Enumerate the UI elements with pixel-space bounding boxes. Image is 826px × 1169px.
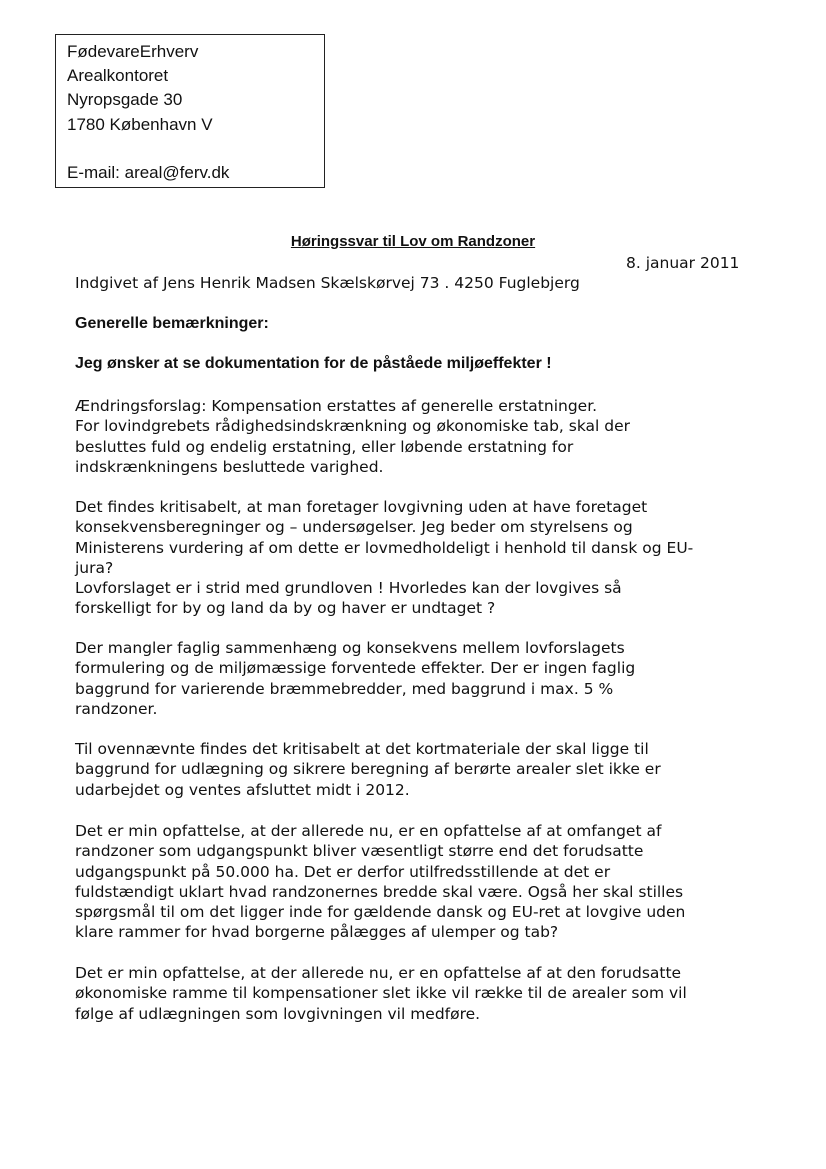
paragraph-line: baggrund for udlægning og sikrere beregning af berørte arealer slet ikke er (75, 760, 661, 779)
recipient-address-box (55, 34, 325, 188)
address-line-city: 1780 København V (67, 114, 213, 134)
paragraph-line: udarbejdet og ventes afsluttet midt i 2012. (75, 780, 410, 799)
paragraph-line: Ændringsforslag: Kompensation erstattes af generelle erstatninger. (75, 397, 598, 415)
general-remarks-heading: Generelle bemærkninger: (75, 315, 269, 332)
paragraph-line: besluttes fuld og endelig erstatning, eller løbende erstatning for (75, 437, 574, 456)
address-email: E-mail: areal@ferv.dk (67, 162, 230, 182)
paragraph-line: følge af udlægningen som lovgivningen vil medføre. (75, 1004, 481, 1023)
address-spacer (67, 137, 324, 161)
document-title (0, 233, 826, 250)
paragraph-line: jura? (75, 558, 114, 577)
paragraph-line: Der mangler faglig sammenhæng og konsekvens mellem lovforslagets (75, 639, 625, 657)
paragraph-line: Det er min opfattelse, at der allerede nu, er en opfattelse af at den forudsatte (75, 964, 682, 982)
paragraph-line: randzoner. (75, 699, 158, 718)
paragraph-line: klare rammer for hvad borgerne pålægges af ulemper og tab? (75, 923, 559, 942)
paragraph-line: økonomiske ramme til kompensationer slet ikke vil række til de arealer som vil (75, 984, 687, 1003)
paragraph-amendment (75, 396, 775, 477)
paragraph-line: fuldstændigt uklart hvad randzonernes bredde skal være. Også her skal stilles (75, 882, 684, 901)
address-line-org: FødevareErhverv (67, 42, 199, 61)
address-line-street: Nyropsgade 30 (67, 90, 183, 110)
paragraph-map-material (75, 739, 775, 800)
paragraph-line: formulering og de miljømæssige forventede effekter. Der er ingen faglig (75, 659, 636, 678)
paragraph-line: Det findes kritisabelt, at man foretager lovgivning uden at have foretaget (75, 498, 648, 516)
document-date: 8. januar 2011 (626, 254, 740, 272)
submitted-by: Indgivet af Jens Henrik Madsen Skælskørvej 73 . 4250 Fuglebjerg (75, 274, 580, 292)
paragraph-line: indskrænkningens besluttede varighed. (75, 457, 384, 476)
paragraph-line: For lovindgrebets rådighedsindskrænkning og økonomiske tab, skal der (75, 417, 631, 436)
paragraph-compensation-budget (75, 963, 775, 1024)
address-line-office: Arealkontoret (67, 66, 169, 86)
paragraph-line: Ministerens vurdering af om dette er lovmedholdeligt i henhold til dansk og EU- (75, 538, 694, 557)
paragraph-line: Til ovennævnte findes det kritisabelt at det kortmateriale der skal ligge til (75, 740, 649, 758)
paragraph-line: konsekvensberegninger og – undersøgelser. Jeg beder om styrelsens og (75, 518, 633, 537)
documentation-demand-heading: Jeg ønsker at se dokumentation for de påståede miljøeffekter ! (75, 355, 552, 372)
paragraph-zone-extent (75, 821, 775, 943)
paragraph-line: randzoner som udgangspunkt bliver væsentligt større end det forudsatte (75, 842, 644, 861)
paragraph-line: baggrund for varierende bræmmebredder, med baggrund i max. 5 % (75, 679, 614, 698)
paragraph-line: forskelligt for by og land da by og haver er undtaget ? (75, 599, 496, 618)
paragraph-legislation-criticism (75, 497, 775, 619)
paragraph-line: udgangspunkt på 50.000 ha. Det er derfor utilfredsstillende at det er (75, 862, 611, 881)
paragraph-line: Lovforslaget er i strid med grundloven ! Hvorledes kan der lovgives så (75, 579, 622, 598)
paragraph-coherence (75, 638, 775, 719)
paragraph-line: Det er min opfattelse, at der allerede nu, er en opfattelse af at omfanget af (75, 822, 662, 840)
paragraph-line: spørgsmål til om det ligger inde for gældende dansk og EU-ret at lovgive uden (75, 903, 686, 922)
document-title-text: Høringssvar til Lov om Randzoner (290, 233, 536, 250)
